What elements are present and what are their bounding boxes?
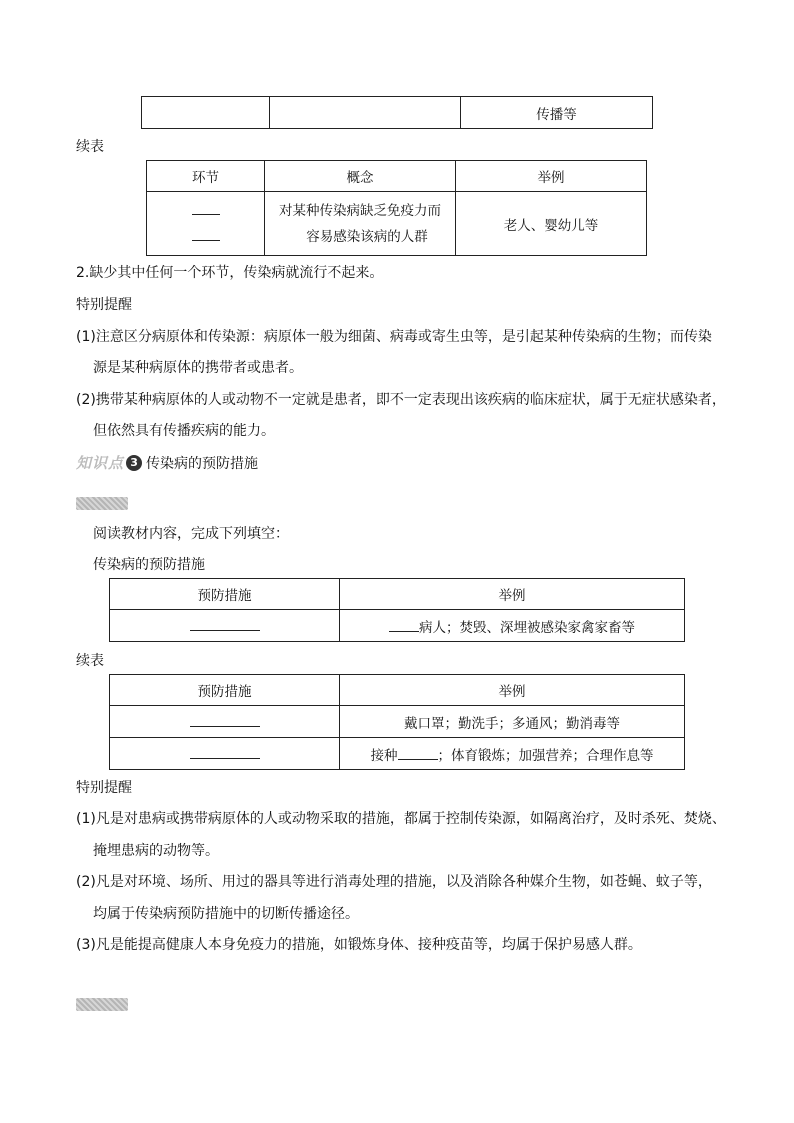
tip-paragraph: 掩埋患病的动物等。 — [93, 843, 219, 859]
tip-paragraph: (3)凡是能提高健康人本身免疫力的措施，如锻炼身体、接种疫苗等，均属于保护易感人群。 — [76, 937, 642, 953]
prevention-table-2 — [109, 674, 685, 770]
susceptible-table — [146, 160, 647, 256]
tip-title: 特别提醒 — [76, 297, 132, 313]
knowledge-point-heading — [76, 452, 258, 473]
tip-paragraph: (1)注意区分病原体和传染源：病原体一般为细菌、病毒或寄生虫等，是引起某种传染病的生物；而传染 — [76, 329, 712, 345]
tip-paragraph: (2)携带某种病原体的人或动物不一定就是患者，即不一定表现出该疾病的临床症状，属于无症状感染者， — [76, 392, 726, 408]
table-cell — [142, 97, 270, 129]
fill-blank[interactable] — [398, 745, 438, 760]
table-top-partial — [141, 96, 653, 129]
tip-paragraph: 但依然具有传播疾病的能力。 — [93, 423, 275, 439]
knowledge-point-number-icon: 3 — [126, 455, 142, 471]
fill-blank[interactable] — [190, 744, 260, 759]
table-cell — [270, 97, 461, 129]
table-cell — [265, 192, 456, 256]
blank-cell[interactable] — [110, 706, 340, 738]
subtitle: 传染病的预防措施 — [93, 557, 205, 573]
table-header: 概念 — [265, 161, 456, 192]
table-cell — [340, 610, 685, 642]
blank-cell[interactable] — [110, 738, 340, 770]
example-text: 接种 — [370, 747, 398, 764]
fill-blank[interactable] — [192, 226, 220, 241]
note-2: 2.缺少其中任何一个环节，传染病就流行不起来。 — [76, 265, 384, 281]
example-text: 病人；焚毁、深埋被感染家禽家畜等 — [419, 619, 635, 636]
table-header: 举例 — [340, 675, 685, 706]
table-cell: 传播等 — [461, 97, 653, 129]
tip-paragraph: (2)凡是对环境、场所、用过的器具等进行消毒处理的措施，以及消除各种媒介生物，如苍蝇、蚊子等， — [76, 874, 712, 890]
tip-title: 特别提醒 — [76, 780, 132, 796]
tip-paragraph: 均属于传染病预防措施中的切断传播途径。 — [93, 906, 359, 922]
blank-cell[interactable] — [110, 610, 340, 642]
table-header: 举例 — [456, 161, 647, 192]
continued-label: 续表 — [76, 653, 104, 669]
blank-cell[interactable] — [147, 192, 265, 256]
prevention-table-1 — [109, 578, 685, 642]
section-badge-icon — [76, 497, 128, 510]
tip-paragraph: 源是某种病原体的携带者或患者。 — [93, 360, 303, 376]
fill-blank[interactable] — [190, 712, 260, 727]
example-text: ；体育锻炼；加强营养；合理作息等 — [437, 747, 654, 764]
continued-label: 续表 — [76, 139, 104, 155]
table-cell — [340, 738, 685, 770]
tip-paragraph: (1)凡是对患病或携带病原体的人或动物采取的措施，都属于控制传染源，如隔离治疗，及时杀死、焚烧、 — [76, 811, 726, 827]
knowledge-point-title: 传染病的预防措施 — [146, 455, 259, 472]
table-cell: 老人、婴幼儿等 — [456, 192, 647, 256]
knowledge-point-label: 知识点 — [76, 454, 125, 472]
table-header: 预防措施 — [110, 579, 340, 610]
concept-line: 容易感染该病的人群 — [306, 228, 428, 245]
table-header: 环节 — [147, 161, 265, 192]
concept-line: 对某种传染病缺乏免疫力而 — [279, 202, 441, 219]
table-header: 预防措施 — [110, 675, 340, 706]
fill-blank[interactable] — [192, 200, 220, 215]
table-header: 举例 — [340, 579, 685, 610]
fill-blank[interactable] — [389, 617, 419, 632]
section-badge-icon — [76, 998, 128, 1011]
instruction: 阅读教材内容，完成下列填空： — [93, 526, 289, 542]
fill-blank[interactable] — [190, 616, 260, 631]
table-cell: 戴口罩；勤洗手；多通风；勤消毒等 — [340, 706, 685, 738]
